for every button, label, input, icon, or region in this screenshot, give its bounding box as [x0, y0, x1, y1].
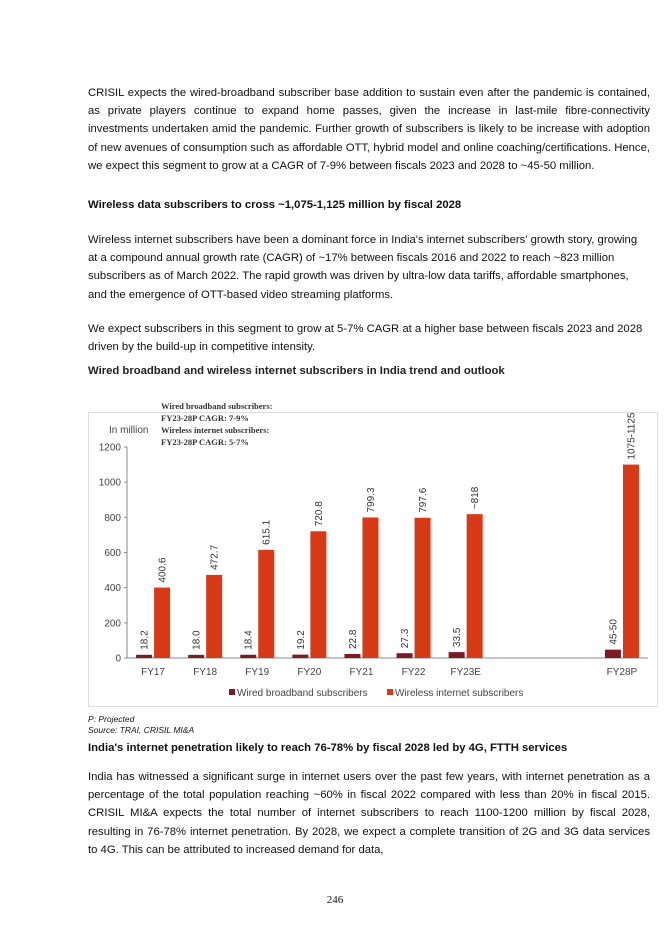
note-projected: P: Projected	[88, 714, 135, 724]
bar-wireless	[258, 550, 274, 658]
data-label: 400.6	[157, 557, 169, 583]
heading-wireless-data: Wireless data subscribers to cross ~1,075-1,125 million by fiscal 2028	[88, 199, 462, 211]
data-label: 472.7	[209, 544, 221, 570]
legend-swatch-wired	[229, 689, 235, 695]
bar-wireless	[362, 517, 378, 658]
paragraph-wireless-outlook: We expect subscribers in this segment to grow at 5-7% CAGR at a higher base between fiscals 2023 and 2028 driven by the build-up in competitive intensity.	[88, 323, 643, 354]
y-tick-label: 200	[104, 618, 121, 630]
chart-annotation: Wireless internet subscribers:	[161, 425, 270, 435]
data-label: 45-50	[608, 619, 620, 645]
bar-wired	[344, 654, 360, 658]
bar-wired	[188, 655, 204, 658]
bar-wired	[449, 652, 465, 658]
y-axis-label: In million	[109, 425, 149, 436]
note-source: Source: TRAI, CRISIL MI&A	[88, 725, 195, 735]
data-label: 27.3	[400, 628, 412, 649]
chart-annotation: FY23-28P CAGR: 7-9%	[161, 413, 249, 423]
legend-label: Wired broadband subscribers	[237, 688, 368, 699]
y-tick-label: 0	[115, 653, 121, 665]
x-tick-label: FY20	[297, 667, 322, 678]
x-tick-label: FY21	[349, 667, 374, 678]
bar-wireless	[206, 575, 222, 658]
legend-label: Wireless internet subscribers	[395, 688, 524, 699]
data-label: 1075-1125	[626, 412, 638, 460]
bar-wireless	[415, 518, 431, 658]
y-tick-label: 800	[104, 512, 121, 524]
x-tick-label: FY19	[245, 667, 270, 678]
bar-wired	[136, 655, 152, 658]
y-tick-label: 1200	[98, 442, 121, 454]
data-label: 33.5	[452, 627, 464, 648]
paragraph-wired-outlook: CRISIL expects the wired-broadband subscriber base addition to sustain even after the pandemic is contained, as private players continue to expand home passes, given the increase in last-mile fibre-connectivity investments undertaken amid the pandemic. Further growth of subscribers is likely to be increase with adoption of new avenues of consumption such as affordable OTT, hybrid model and online coaching/certifications. Hence, we expect this segment to grow at a CAGR of 7-9% between fiscals 2023 and 2028 to ~45-50 million.	[88, 87, 650, 172]
x-tick-label: FY22	[401, 667, 426, 678]
data-label: 18.2	[139, 630, 151, 650]
x-tick-label: FY18	[193, 667, 218, 678]
bar-chart	[89, 401, 659, 708]
bar-wireless	[467, 514, 483, 658]
chart-annotation: FY23-28P CAGR: 5-7%	[161, 437, 249, 447]
paragraph-internet-penetration: India has witnessed a significant surge in internet users over the past few years, with internet penetration as a percentage of the total population reaching ~60% in fiscal 2022 compared with less than 20% in fiscal 2015. CRISIL MI&A expects the total number of internet subscribers to reach 1100-1200 million by fiscal 2028, resulting in 76-78% internet penetration. By 2028, we expect a complete transition of 2G and 3G data services to 4G. This can be attributed to increased demand for data,	[88, 771, 650, 856]
chart-frame	[88, 401, 658, 707]
data-label: 18.0	[191, 630, 203, 650]
data-label: 797.6	[418, 487, 430, 513]
chart-heading: Wired broadband and wireless internet subscribers in India trend and outlook	[88, 365, 505, 377]
bar-wireless	[154, 588, 170, 658]
bar-wired	[605, 650, 621, 658]
data-label: 799.3	[365, 487, 377, 513]
y-tick-label: 400	[104, 583, 121, 595]
bar-wired	[240, 655, 256, 658]
paragraph-wireless-growth: Wireless internet subscribers have been a dominant force in India's internet subscribers' growth story, growing at a compound annual growth rate (CAGR) of ~17% between fiscals 2016 and 2022 to reach ~823 million subscribers as of March 2022. The rapid growth was driven by ultra-low data tariffs, affordable smartphones, and the emergence of OTT-based video streaming platforms.	[88, 234, 638, 301]
y-tick-label: 1000	[98, 477, 121, 489]
data-label: 19.2	[295, 630, 307, 650]
bar-wired	[292, 655, 308, 658]
page-number: 246	[326, 894, 344, 906]
data-label: ~818	[470, 486, 482, 510]
bar-wireless	[623, 465, 639, 658]
data-label: 22.8	[347, 629, 359, 649]
legend-swatch-wireless	[387, 689, 393, 695]
chart-annotation: Wired broadband subscribers:	[161, 401, 273, 411]
data-label: 720.8	[313, 501, 325, 527]
bar-wired	[397, 653, 413, 658]
data-label: 18.4	[243, 630, 255, 650]
x-tick-label: FY23E	[450, 667, 481, 678]
x-tick-label: FY17	[141, 667, 166, 678]
y-tick-label: 600	[104, 548, 121, 559]
data-label: 615.1	[261, 519, 273, 545]
heading-internet-penetration: India's internet penetration likely to reach 76-78% by fiscal 2028 led by 4G, FTTH services	[88, 742, 568, 754]
bar-wireless	[310, 531, 326, 658]
x-tick-label: FY28P	[606, 667, 638, 678]
